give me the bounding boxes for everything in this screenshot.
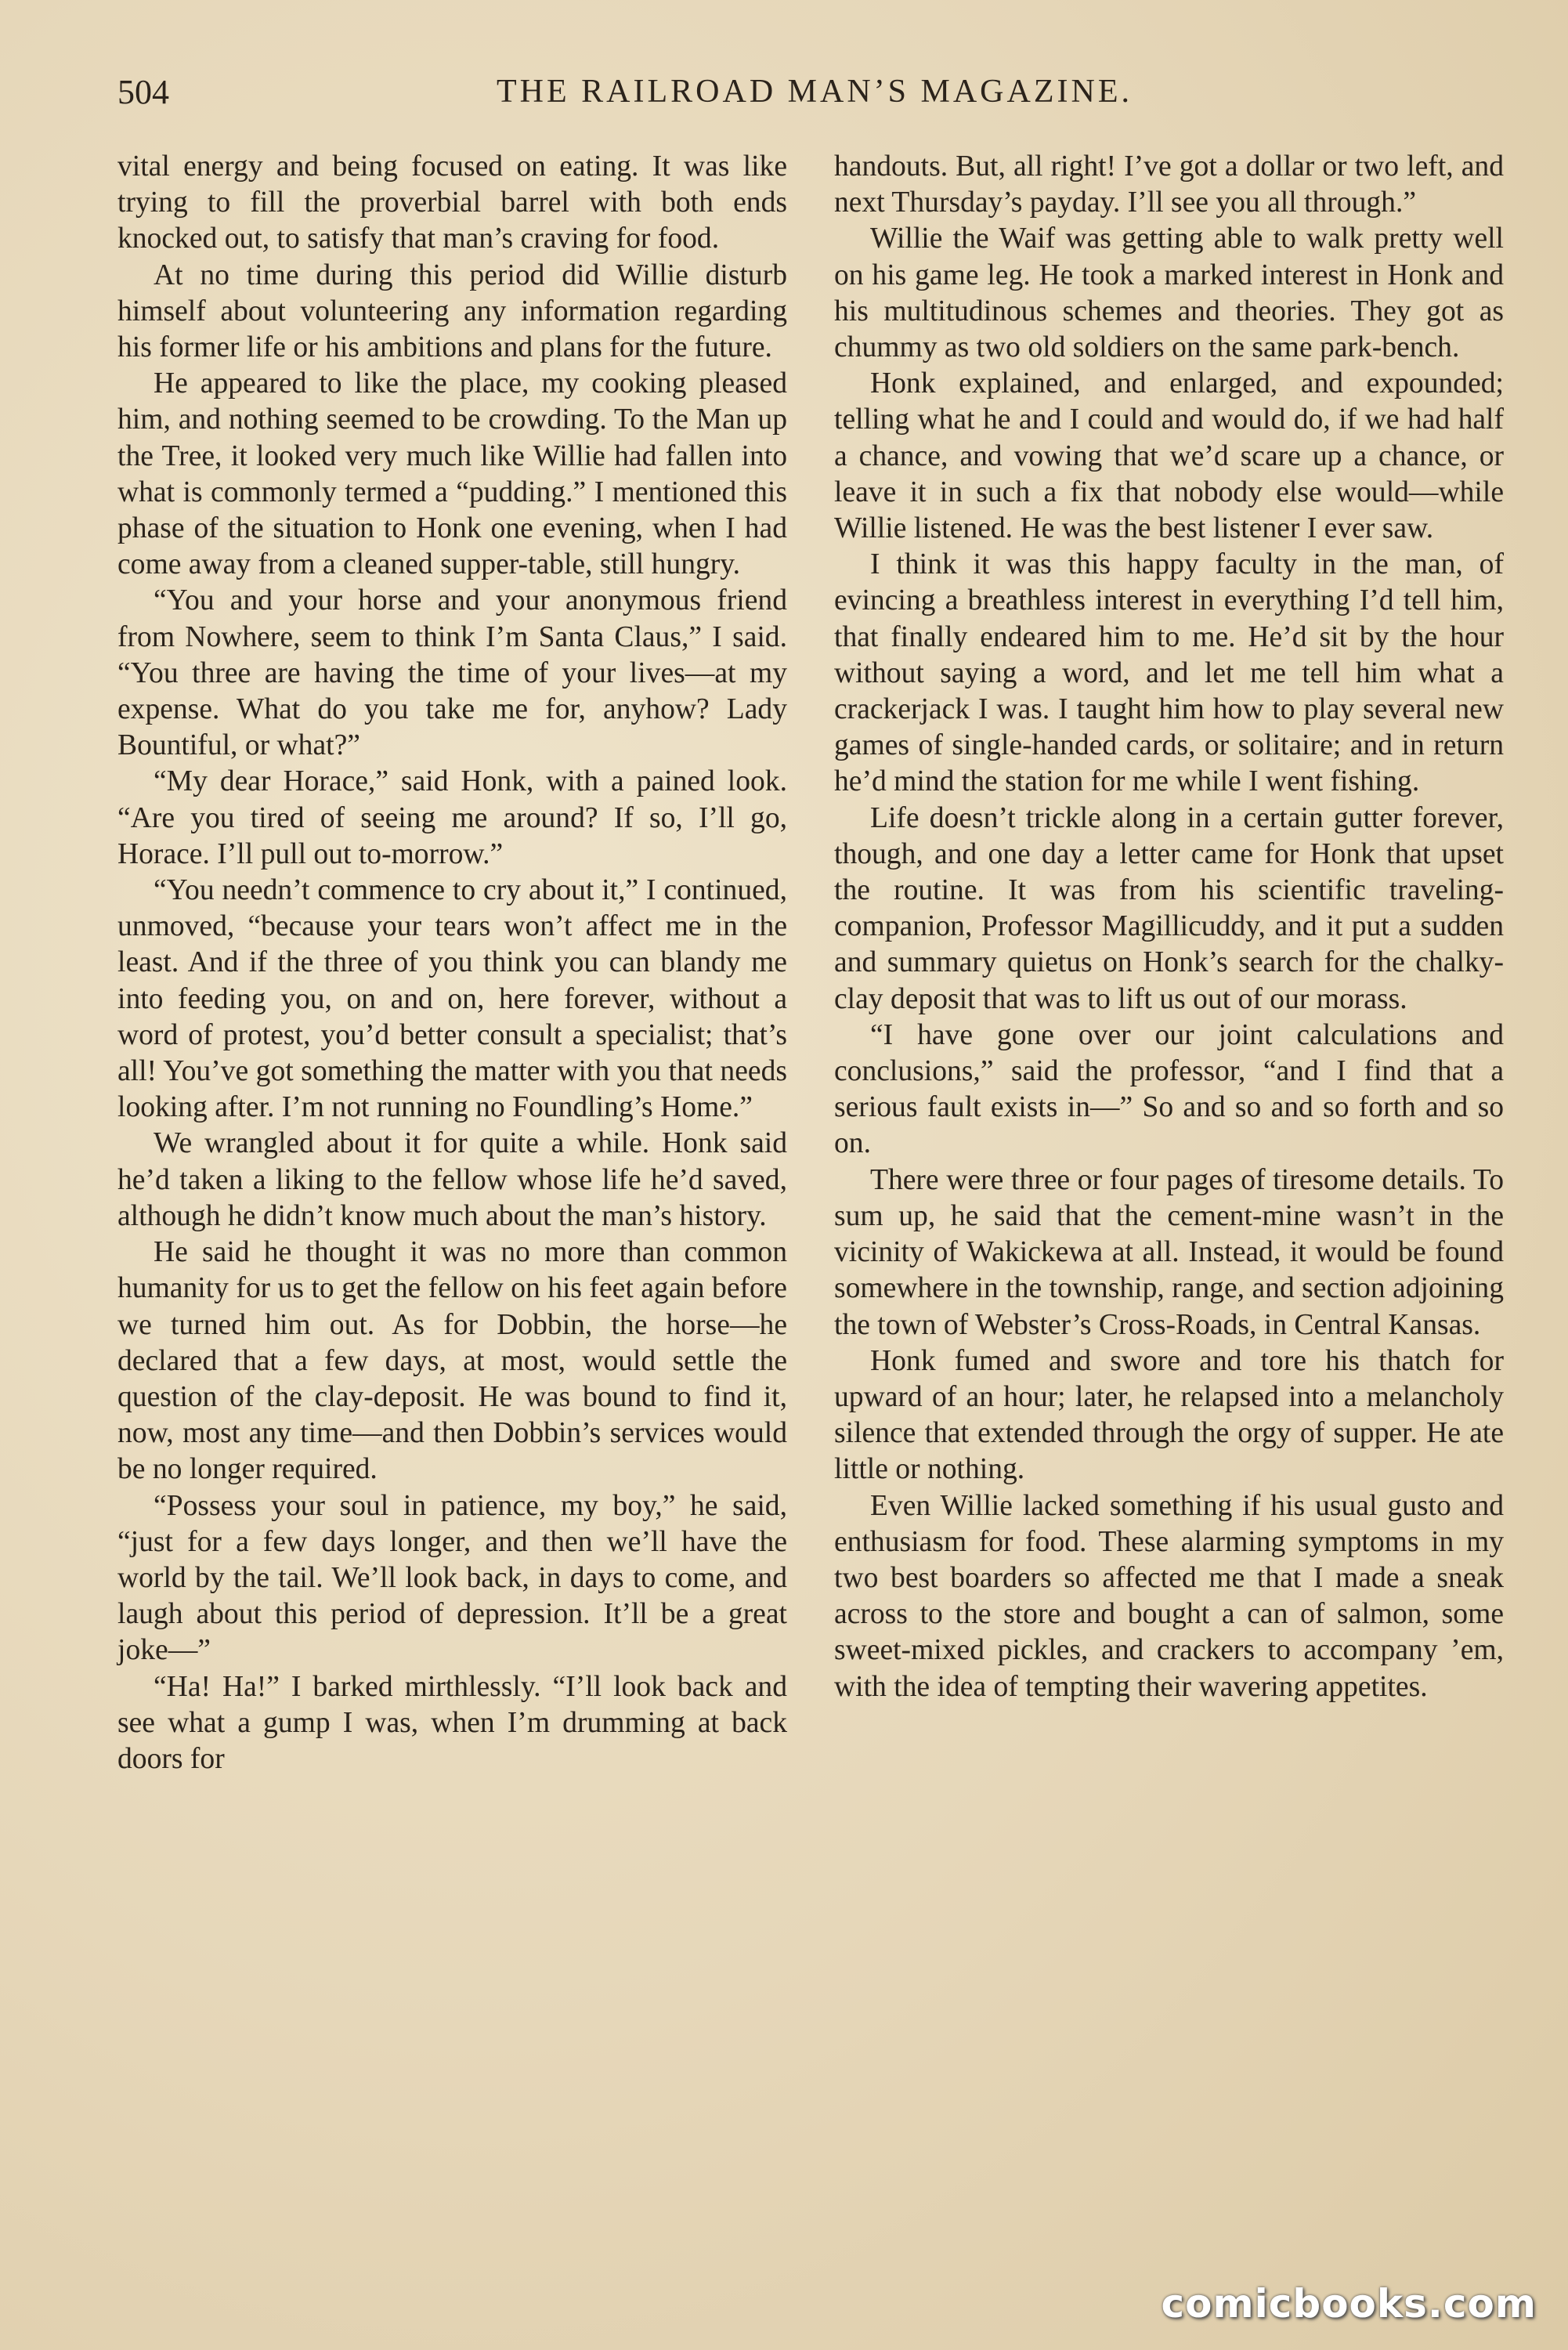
paragraph: He said he thought it was no more than common humanity for us to get the fellow on his feet again before we turned him out. As for Dobbin, the horse—he declared that a few days, at most, would settle the question of the clay-deposit. He was bound to find it, now, most any time—and then Dobbin’s services would be no longer required. [117, 1236, 787, 1486]
running-title: THE RAILROAD MAN’S MAGAZINE. [497, 74, 1133, 110]
paragraph: “Ha! Ha!” I barked mirthlessly. “I’ll look back and see what a gump I was, when I’m drumming at back doors for [117, 1670, 787, 1775]
paragraph: “I have gone over our joint calculations and conclusions,” said the professor, “and I find that a serious fault exists in—” So and so and so forth and so on. [834, 1018, 1504, 1160]
page-header [117, 64, 1512, 119]
paragraph: “You and your horse and your anonymous friend from Nowhere, seem to think I’m Santa Claus,” I said. “You three are having the time of your lives—at my expense. What do you take me for, anyhow? Lady Bountiful, or what?” [117, 584, 787, 762]
paragraph: “You needn’t commence to cry about it,” I continued, unmoved, “because your tears won’t affect me in the least. And if the three of you think you can blandy me into feeding you, on and on, here forever, without a word of protest, you’d better consult a specialist; that’s all! You’ve got something the matter with you that needs looking after. I’m not running no Foundling’s Home.” [117, 874, 787, 1124]
left-column [117, 149, 787, 1777]
paragraph: There were three or four pages of tiresome details. To sum up, he said that the cement-mine wasn’t in the vicinity of Wakickewa at all. Instead, it would be found somewhere in the township, range, and section adjoining the town of Webster’s Cross-Roads, in Central Kansas. [834, 1163, 1504, 1341]
paragraph: handouts. But, all right! I’ve got a dollar or two left, and next Thursday’s payday. I’ll see you all through.” [834, 150, 1504, 219]
paragraph: Even Willie lacked something if his usual gusto and enthusiasm for food. These alarming symptoms in my two best boarders so affected me that I made a sneak across to the store and bought a can of salmon, some sweet-mixed pickles, and crackers to accompany ’em, with the idea of tempting their wavering appetites. [834, 1489, 1504, 1703]
paragraph: Life doesn’t trickle along in a certain gutter forever, though, and one day a letter came for Honk that upset the routine. It was from his scientific traveling-companion, Professor Magillicuddy, and it put a sudden and summary quietus on Honk’s search for the chalky-clay deposit that was to lift us out of our morass. [834, 801, 1504, 1015]
paragraph: I think it was this happy faculty in the man, of evincing a breathless interest in everything I’d tell him, that finally endeared him to me. He’d sit by the hour without saying a word, and let me tell him what a crackerjack I was. I taught him how to play several new games of single-handed cards, or solitaire; and in return he’d mind the station for me while I went fishing. [834, 548, 1504, 798]
paragraph: He appeared to like the place, my cooking pleased him, and nothing seemed to be crowding. To the Man up the Tree, it looked very much like Willie had fallen into what is commonly termed a “pudding.” I mentioned this phase of the situation to Honk one evening, when I had come away from a cleaned supper-table, still hungry. [117, 367, 787, 581]
paragraph: vital energy and being focused on eating. It was like trying to fill the proverbial barrel with both ends knocked out, to satisfy that man’s craving for food. [117, 150, 787, 255]
page-number: 504 [117, 72, 169, 111]
paragraph: We wrangled about it for quite a while. Honk said he’d taken a liking to the fellow whose life he’d saved, although he didn’t know much about the man’s history. [117, 1127, 787, 1232]
paragraph: At no time during this period did Willie disturb himself about volunteering any information regarding his former life or his ambitions and plans for the future. [117, 258, 787, 364]
paragraph: “Possess your soul in patience, my boy,” he said, “just for a few days longer, and then we’ll have the world by the tail. We’ll look back, in days to come, and laugh about this period of depression. It’ll be a great joke—” [117, 1489, 787, 1667]
paragraph: Willie the Waif was getting able to walk pretty well on his game leg. He took a marked interest in Honk and his multitudinous schemes and theories. They got as chummy as two old soldiers on the same park-bench. [834, 222, 1504, 364]
right-column [834, 149, 1504, 1705]
paragraph: “My dear Horace,” said Honk, with a pained look. “Are you tired of seeing me around? If so, I’ll go, Horace. I’ll pull out to-morrow.” [117, 765, 787, 870]
paragraph: Honk fumed and swore and tore his thatch for upward of an hour; later, he relapsed into a melancholy silence that extended through the orgy of supper. He ate little or nothing. [834, 1344, 1504, 1486]
watermark: comicbooks.com [1161, 2281, 1537, 2326]
paragraph: Honk explained, and enlarged, and expounded; telling what he and I could and would do, if we had half a chance, and vowing that we’d scare up a chance, or leave it in such a fix that nobody else would—while Willie listened. He was the best listener I ever saw. [834, 367, 1504, 545]
